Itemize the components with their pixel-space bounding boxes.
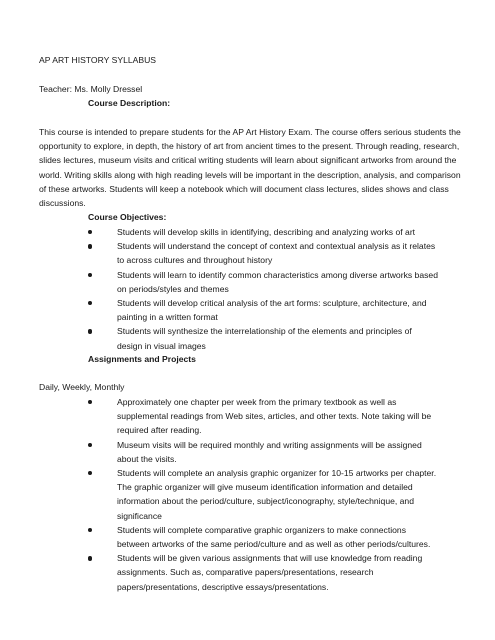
bullet-icon [88,301,92,305]
assignment-item: Approximately one chapter per week from the primary textbook as well as supplemental readings from Web sites, articles, and other texts. Note taking will be required after reading. [88,395,438,438]
objective-item: Students will learn to identify common characteristics among diverse artworks based on periods/styles and themes [88,268,438,296]
objective-item: Students will understand the concept of context and contextual analysis as it relates to across cultures and throughout history [88,239,438,267]
bullet-icon [88,244,92,248]
bullet-icon [88,528,92,532]
assignments-heading: Assignments and Projects [88,354,196,364]
objective-item: Students will synthesize the interrelationship of the elements and principles of design in visual images [88,324,438,352]
bullet-icon [88,329,92,333]
bullet-icon [88,471,92,475]
course-objectives-list [88,225,438,353]
objective-item: Students will develop skills in identifying, describing and analyzing works of art [88,225,438,239]
assignment-item: Students will complete an analysis graphic organizer for 10-15 artworks per chapter. The graphic organizer will give museum identification information and detailed information about the period/culture, subject/iconography, style/technique, and significance [88,466,438,523]
bullet-icon [88,400,92,404]
assignment-item: Museum visits will be required monthly and writing assignments will be assigned about the visits. [88,438,438,466]
assignments-frequency: Daily, Weekly, Monthly [39,382,125,392]
bullet-icon [88,230,92,234]
assignment-item: Students will be given various assignments that will use knowledge from reading assignments. Such as, comparative papers/presentations, research papers/presentations, descriptive essays/presentations. [88,551,438,594]
teacher-line: Teacher: Ms. Molly Dressel [39,84,143,94]
bullet-icon [88,443,92,447]
bullet-icon [88,273,92,277]
objective-item: Students will develop critical analysis of the art forms: sculpture, architecture, and painting in a written format [88,296,438,324]
course-objectives-heading: Course Objectives: [88,212,167,222]
assignment-item: Students will complete comparative graphic organizers to make connections between artworks of the same period/culture and as well as other periods/cultures. [88,523,438,551]
document-title: AP ART HISTORY SYLLABUS [39,55,157,65]
bullet-icon [88,556,92,560]
course-description-body: This course is intended to prepare students for the AP Art History Exam. The course offers serious students the opportunity to explore, in depth, the history of art from ancient times to the present. Through reading, research, slides lectures, museum visits and critical writing students will learn about significant artworks from around the world. Writing skills along with high reading levels will be important in the description, analysis, and comparison of these artworks. Students will keep a notebook which will document class lectures, slides shows and class discussions. [39,127,461,209]
course-description-heading: Course Description: [88,98,171,108]
assignments-list [88,395,438,594]
